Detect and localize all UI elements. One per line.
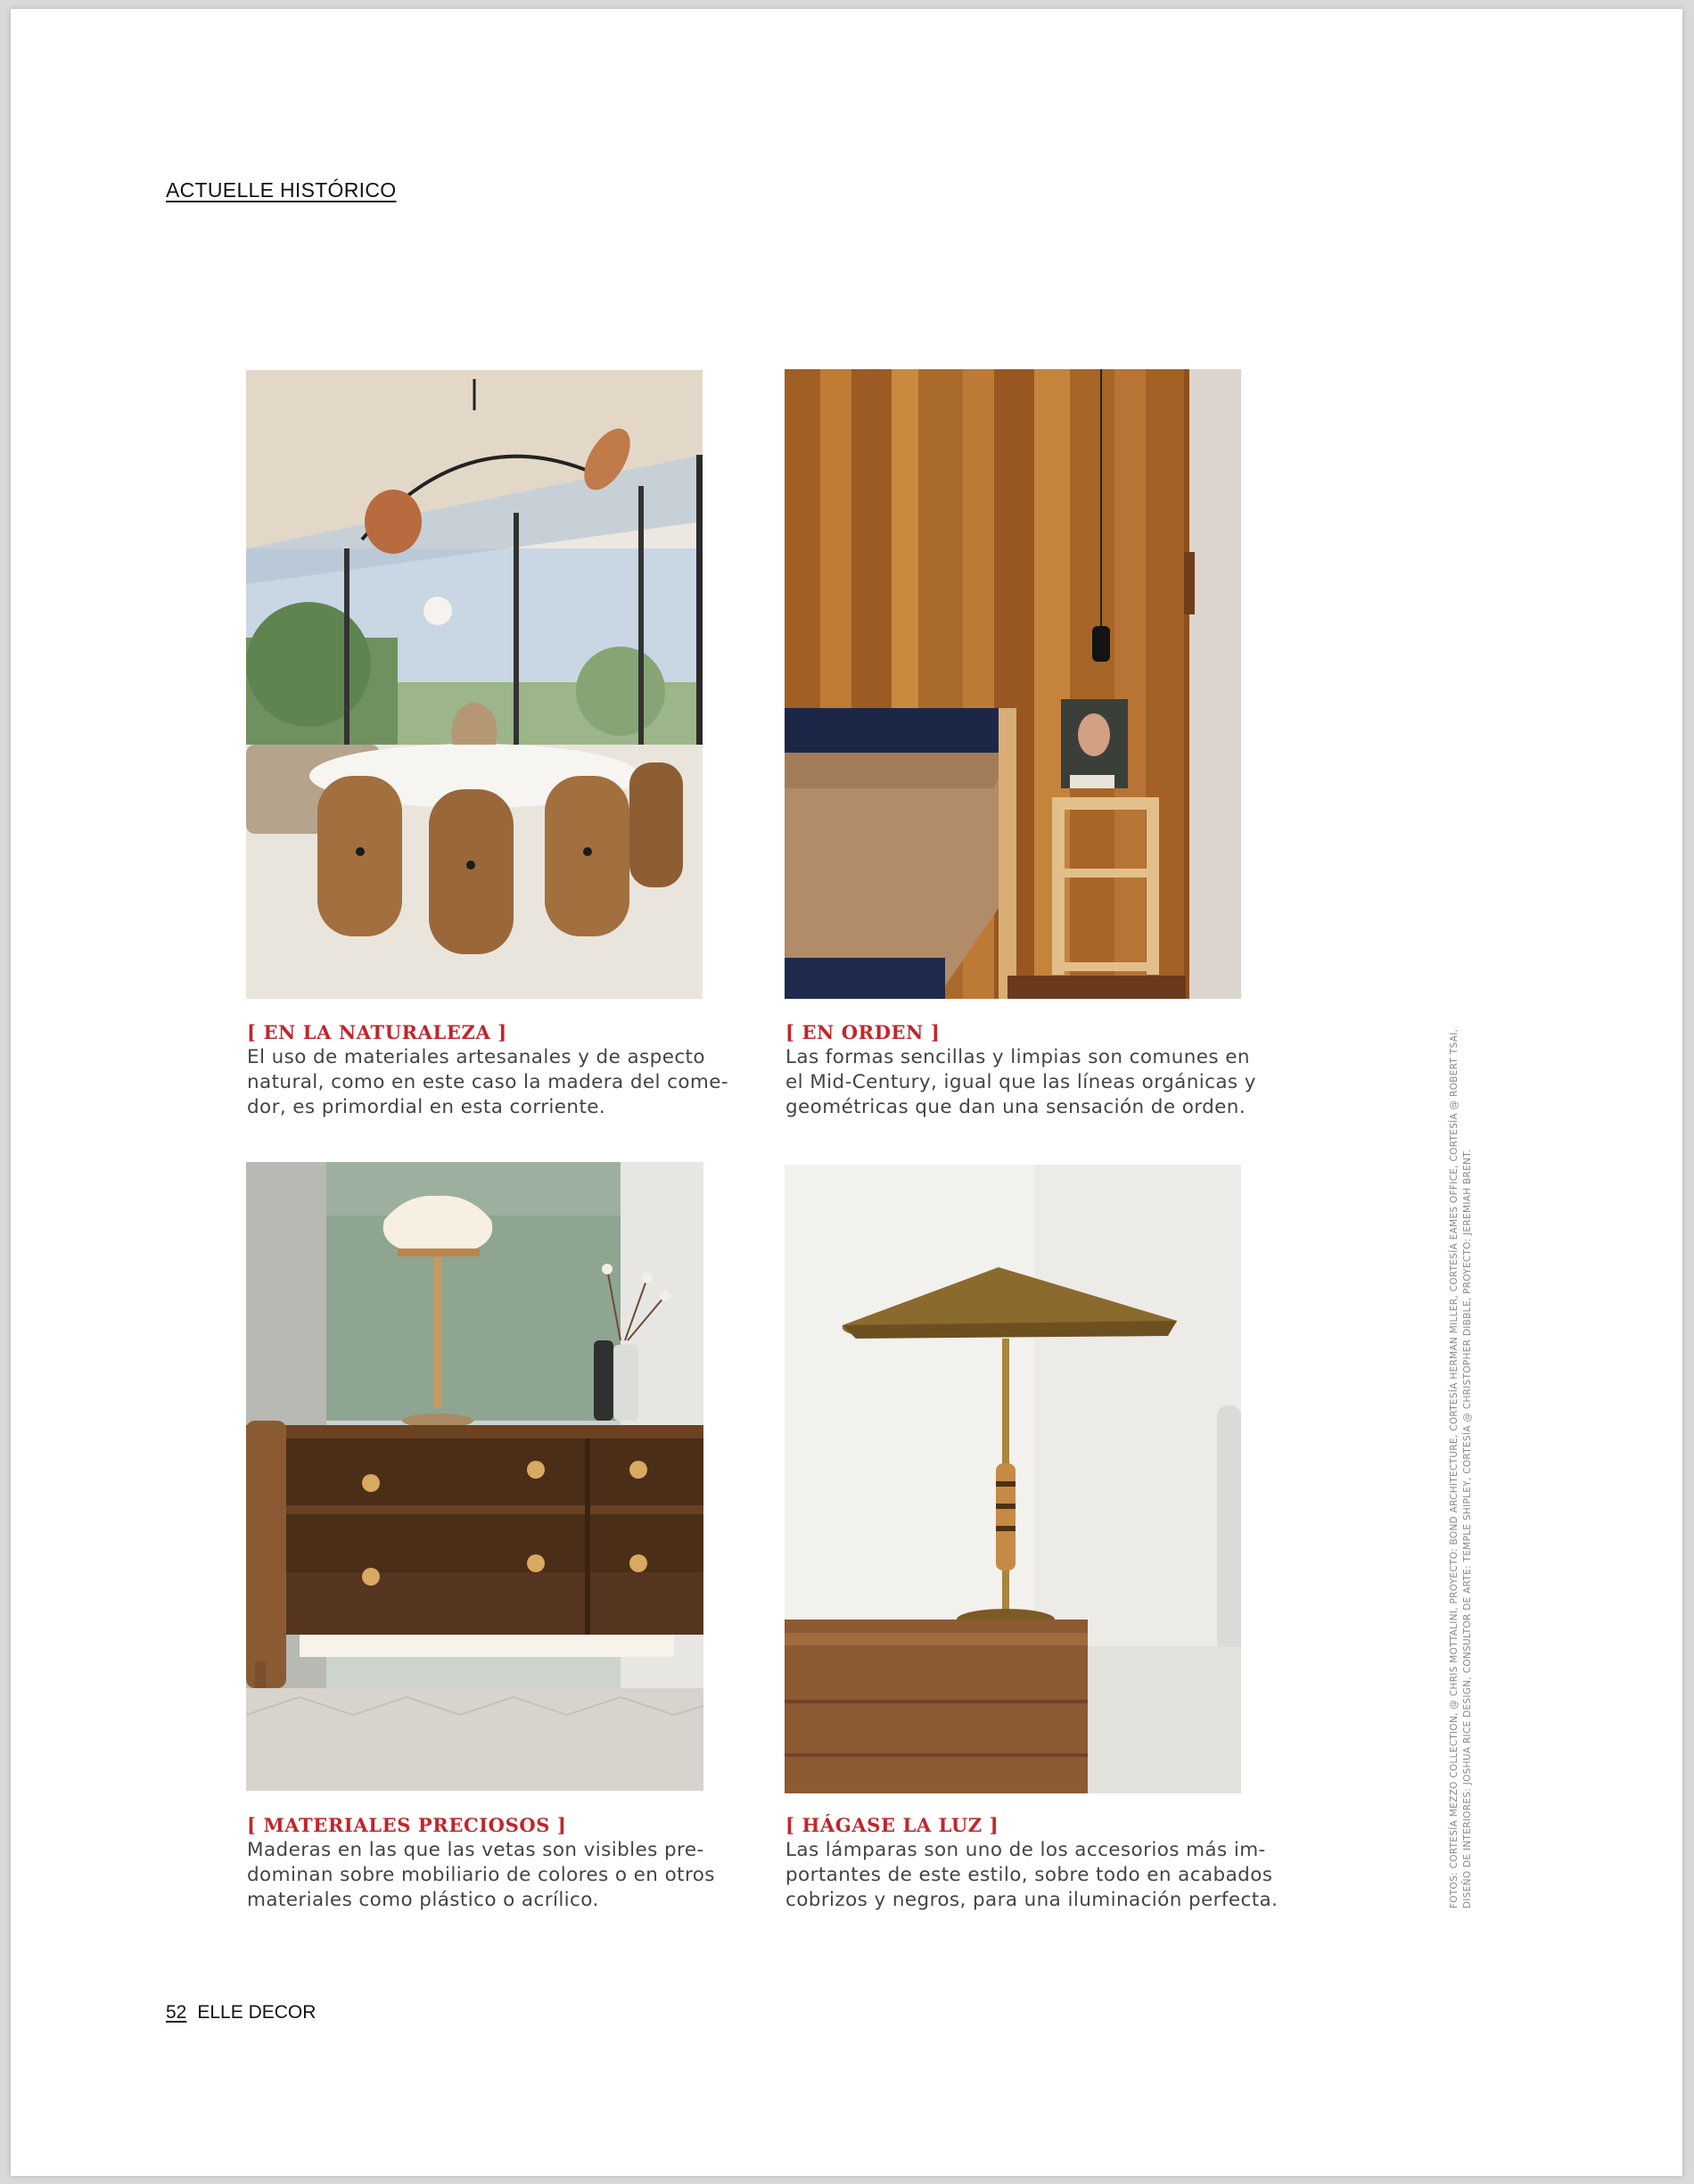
caption-text-line: natural, como en este caso la madera del come- (247, 1071, 729, 1093)
section-title: ACTUELLE HISTÓRICO (166, 178, 397, 202)
magazine-page (11, 9, 1682, 2176)
caption-text-line: Las formas sencillas y limpias son comunes en (785, 1046, 1250, 1068)
brass-lamp-photo (785, 1165, 1241, 1793)
caption-text-line: el Mid-Century, igual que las líneas orgánicas y (785, 1071, 1256, 1093)
caption-text-line: materiales como plástico o acrílico. (247, 1889, 599, 1911)
caption-text-line: geométricas que dan una sensación de orden. (785, 1096, 1246, 1118)
caption-heading: [ MATERIALES PRECIOSOS ] (247, 1814, 567, 1836)
caption-hagase-la-luz (785, 1813, 1279, 1913)
bedroom-photo (785, 369, 1241, 999)
page-number: 52 (166, 2002, 187, 2023)
caption-text-line: portantes de este estilo, sobre todo en acabados (785, 1864, 1273, 1886)
photo-credits (1448, 972, 1475, 1908)
caption-text-line: dor, es primordial en esta corriente. (247, 1096, 606, 1118)
caption-heading: [ EN ORDEN ] (785, 1021, 941, 1043)
page-footer (166, 2002, 316, 2023)
caption-heading: [ HÁGASE LA LUZ ] (785, 1814, 999, 1836)
sideboard-photo (246, 1162, 703, 1791)
caption-text-line: Las lámparas son uno de los accesorios más im- (785, 1839, 1266, 1861)
caption-text-line: El uso de materiales artesanales y de aspecto (247, 1046, 705, 1068)
magazine-name: ELLE DECOR (197, 2002, 317, 2023)
caption-text-line: cobrizos y negros, para una iluminación perfecta. (785, 1889, 1279, 1911)
caption-text-line: Maderas en las que las vetas son visibles pre- (247, 1839, 704, 1861)
credits-line: DISEÑO DE INTERIORES: JOSHUA RICE DESIGN, CONSULTOR DE ARTE: TEMPLE SHIPLEY, CORTESÍA @ CHRISTOPHER DIBBLE, PROYECTO: JEREMIAH BRENT. (1462, 1149, 1473, 1908)
caption-text-line: dominan sobre mobiliario de colores o en otros (247, 1864, 715, 1886)
credits-line: FOTOS: CORTESÍA MEZZO COLLECTION, @ CHRIS MOTTALINI, PROYECTO: BOND ARCHITECTURE, CORTESÍA HERMAN MILLER, CORTESÍA EAMES OFFICE, CORTESÍA @ ROBERT TSAI, (1449, 1028, 1460, 1908)
caption-materiales-preciosos (247, 1813, 720, 1913)
caption-en-la-naturaleza (247, 1020, 729, 1120)
caption-heading: [ EN LA NATURALEZA ] (247, 1021, 507, 1043)
caption-en-orden (785, 1020, 1258, 1120)
dining-room-photo (246, 370, 703, 999)
